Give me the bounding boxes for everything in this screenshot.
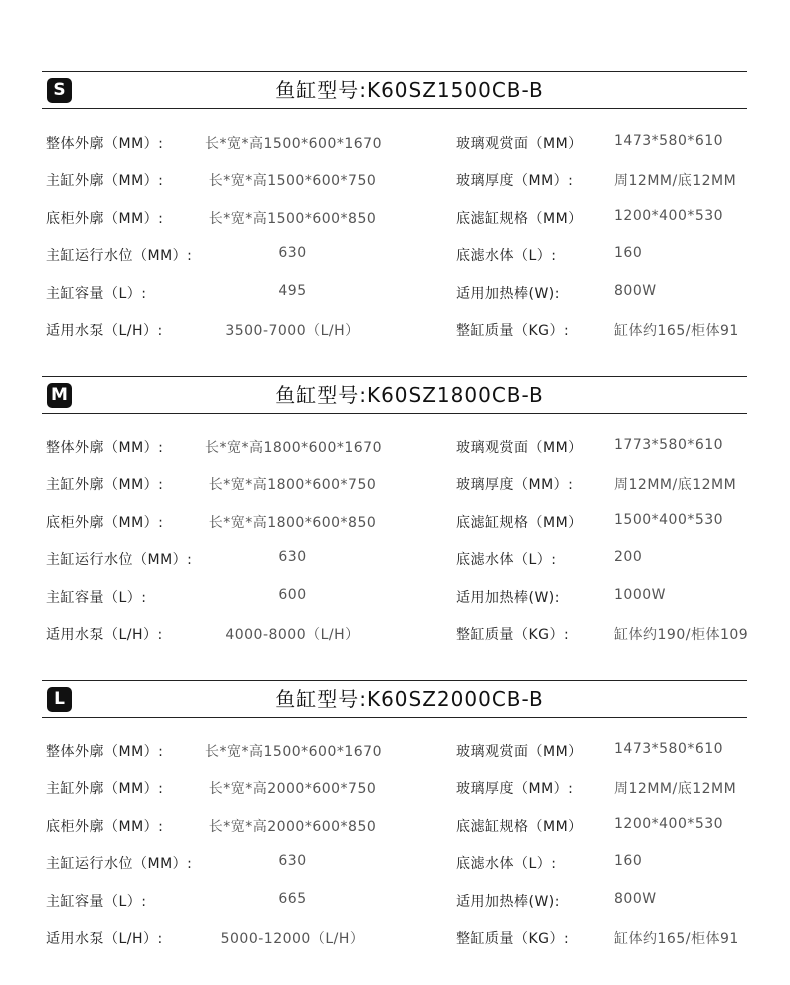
- spec-row: [0, 741, 790, 761]
- right-value: 缸体约165/柜体91: [614, 931, 739, 947]
- right-label: 底滤缸规格（MM）: [456, 211, 583, 227]
- left-value: 长*宽*高1800*600*1670: [205, 440, 382, 456]
- left-value: 630: [278, 549, 307, 565]
- right-value: 1473*580*610: [614, 741, 724, 757]
- left-value: 长*宽*高1800*600*750: [208, 477, 377, 493]
- left-value: 长*宽*高2000*600*750: [208, 781, 377, 797]
- right-value: 200: [614, 549, 643, 565]
- spec-row: [0, 928, 790, 948]
- left-label: 适用水泵（L/H）:: [46, 627, 163, 643]
- right-value: 800W: [614, 891, 657, 907]
- right-value: 1000W: [614, 587, 666, 603]
- left-label: 整体外廓（MM）:: [46, 136, 164, 152]
- size-badge-s: S: [47, 78, 72, 103]
- spec-row: [0, 170, 790, 190]
- left-value: 665: [278, 891, 307, 907]
- left-value: 600: [278, 587, 307, 603]
- left-label: 主缸外廓（MM）:: [46, 477, 164, 493]
- left-value: 630: [278, 853, 307, 869]
- left-value: 630: [278, 245, 307, 261]
- left-label: 适用水泵（L/H）:: [46, 931, 163, 947]
- spec-row: [0, 474, 790, 494]
- right-value: 缸体约165/柜体91: [614, 323, 739, 339]
- spec-row: [0, 587, 790, 607]
- spec-row: [0, 320, 790, 340]
- spec-row: [0, 283, 790, 303]
- spec-row: [0, 778, 790, 798]
- left-value: 长*宽*高1500*600*1670: [205, 136, 382, 152]
- section-header: [42, 376, 747, 414]
- right-label: 整缸质量（KG）:: [456, 931, 570, 947]
- right-value: 周12MM/底12MM: [614, 173, 737, 189]
- model-title: 鱼缸型号:K60SZ1500CB-B: [275, 78, 544, 102]
- right-label: 底滤水体（L）:: [456, 552, 557, 568]
- spec-row: [0, 816, 790, 836]
- left-value: 5000-12000（L/H）: [220, 931, 365, 947]
- right-label: 底滤缸规格（MM）: [456, 819, 583, 835]
- spec-row: [0, 853, 790, 873]
- right-label: 整缸质量（KG）:: [456, 323, 570, 339]
- right-value: 周12MM/底12MM: [614, 477, 737, 493]
- section-header: [42, 680, 747, 718]
- right-value: 缸体约190/柜体109: [614, 627, 749, 643]
- left-label: 主缸外廓（MM）:: [46, 173, 164, 189]
- right-value: 1200*400*530: [614, 208, 724, 224]
- right-label: 底滤缸规格（MM）: [456, 515, 583, 531]
- left-label: 整体外廓（MM）:: [46, 440, 164, 456]
- left-label: 主缸运行水位（MM）:: [46, 856, 193, 872]
- left-value: 长*宽*高1800*600*850: [208, 515, 377, 531]
- right-value: 1473*580*610: [614, 133, 724, 149]
- size-badge-l: L: [47, 687, 72, 712]
- spec-row: [0, 549, 790, 569]
- right-label: 玻璃观赏面（MM）: [456, 440, 583, 456]
- right-label: 玻璃厚度（MM）:: [456, 477, 574, 493]
- right-value: 160: [614, 245, 643, 261]
- right-label: 适用加热棒(W):: [456, 286, 560, 302]
- spec-row: [0, 624, 790, 644]
- section-header: [42, 71, 747, 109]
- right-label: 玻璃厚度（MM）:: [456, 173, 574, 189]
- left-label: 适用水泵（L/H）:: [46, 323, 163, 339]
- right-value: 1500*400*530: [614, 512, 724, 528]
- left-value: 3500-7000（L/H）: [225, 323, 360, 339]
- right-value: 周12MM/底12MM: [614, 781, 737, 797]
- spec-row: [0, 133, 790, 153]
- right-label: 底滤水体（L）:: [456, 856, 557, 872]
- left-value: 长*宽*高2000*600*850: [208, 819, 377, 835]
- right-value: 800W: [614, 283, 657, 299]
- right-value: 160: [614, 853, 643, 869]
- left-label: 主缸容量（L）:: [46, 590, 147, 606]
- spec-row: [0, 512, 790, 532]
- model-title: 鱼缸型号:K60SZ1800CB-B: [275, 383, 544, 407]
- right-label: 玻璃观赏面（MM）: [456, 136, 583, 152]
- spec-row: [0, 208, 790, 228]
- right-label: 玻璃厚度（MM）:: [456, 781, 574, 797]
- left-label: 整体外廓（MM）:: [46, 744, 164, 760]
- left-value: 4000-8000（L/H）: [225, 627, 360, 643]
- left-value: 长*宽*高1500*600*750: [208, 173, 377, 189]
- left-value: 长*宽*高1500*600*850: [208, 211, 377, 227]
- size-badge-m: M: [47, 383, 72, 408]
- spec-row: [0, 437, 790, 457]
- left-label: 主缸容量（L）:: [46, 286, 147, 302]
- left-label: 主缸运行水位（MM）:: [46, 552, 193, 568]
- spec-row: [0, 891, 790, 911]
- right-value: 1200*400*530: [614, 816, 724, 832]
- model-title: 鱼缸型号:K60SZ2000CB-B: [275, 687, 544, 711]
- left-value: 长*宽*高1500*600*1670: [205, 744, 382, 760]
- right-label: 适用加热棒(W):: [456, 590, 560, 606]
- left-label: 底柜外廓（MM）:: [46, 819, 164, 835]
- right-label: 底滤水体（L）:: [456, 248, 557, 264]
- right-value: 1773*580*610: [614, 437, 724, 453]
- left-label: 主缸运行水位（MM）:: [46, 248, 193, 264]
- right-label: 玻璃观赏面（MM）: [456, 744, 583, 760]
- left-label: 底柜外廓（MM）:: [46, 211, 164, 227]
- right-label: 适用加热棒(W):: [456, 894, 560, 910]
- spec-row: [0, 245, 790, 265]
- left-label: 底柜外廓（MM）:: [46, 515, 164, 531]
- left-value: 495: [278, 283, 307, 299]
- right-label: 整缸质量（KG）:: [456, 627, 570, 643]
- left-label: 主缸容量（L）:: [46, 894, 147, 910]
- left-label: 主缸外廓（MM）:: [46, 781, 164, 797]
